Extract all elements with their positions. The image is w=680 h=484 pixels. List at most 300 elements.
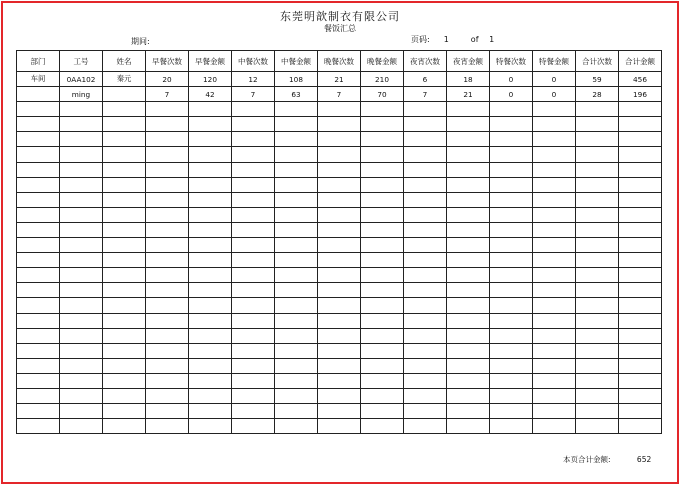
table-cell [619,207,662,222]
table-cell [576,373,619,388]
table-cell [361,358,404,373]
table-cell [275,404,318,419]
table-cell [232,358,275,373]
table-cell [361,162,404,177]
table-row [17,373,662,388]
table-cell [447,222,490,237]
table-cell [232,207,275,222]
table-cell [275,328,318,343]
table-cell [60,102,103,117]
table-cell [60,373,103,388]
table-cell [232,177,275,192]
table-cell [60,298,103,313]
table-cell [275,147,318,162]
table-cell [533,238,576,253]
table-cell [275,222,318,237]
table-cell [275,268,318,283]
table-row [17,388,662,403]
table-cell: 456 [619,72,662,87]
table-cell [275,388,318,403]
table-cell [103,222,146,237]
table-row [17,177,662,192]
table-cell [189,192,232,207]
table-cell [404,373,447,388]
table-cell [619,253,662,268]
table-cell [232,222,275,237]
table-cell [490,373,533,388]
table-cell: 7 [318,87,361,102]
table-row [17,147,662,162]
column-header: 夜宵金额 [447,51,490,72]
table-cell [533,404,576,419]
table-cell [619,313,662,328]
table-cell [533,268,576,283]
table-cell [103,404,146,419]
table-cell [619,147,662,162]
table-cell [447,373,490,388]
table-cell [576,268,619,283]
table-cell [361,117,404,132]
table-row [17,313,662,328]
table-cell [404,222,447,237]
column-header: 特餐金额 [533,51,576,72]
table-cell: 21 [447,87,490,102]
table-cell [576,132,619,147]
table-cell [576,117,619,132]
table-cell [318,313,361,328]
table-cell [361,207,404,222]
table-cell [146,253,189,268]
table-cell [490,238,533,253]
table-cell [619,343,662,358]
table-cell [447,343,490,358]
table-cell [17,207,60,222]
table-cell [60,358,103,373]
table-cell [232,298,275,313]
table-cell [146,343,189,358]
table-cell [146,268,189,283]
table-cell [189,373,232,388]
table-cell [576,404,619,419]
table-cell [490,102,533,117]
table-cell [60,192,103,207]
table-cell [447,358,490,373]
table-cell [533,373,576,388]
table-cell [576,147,619,162]
table-cell [189,419,232,434]
table-cell [447,132,490,147]
table-cell [146,238,189,253]
table-cell [318,192,361,207]
table-cell [189,328,232,343]
table-cell [490,419,533,434]
table-cell [404,162,447,177]
table-cell [232,192,275,207]
table-cell [490,192,533,207]
table-cell [189,358,232,373]
table-cell [17,283,60,298]
table-cell [490,253,533,268]
table-cell [490,343,533,358]
table-cell [103,102,146,117]
table-cell [60,207,103,222]
table-cell [146,358,189,373]
table-cell [361,192,404,207]
table-cell [232,147,275,162]
table-cell: 0 [490,72,533,87]
table-cell [490,162,533,177]
table-cell [189,388,232,403]
table-cell [146,388,189,403]
table-cell [318,298,361,313]
table-row [17,298,662,313]
table-cell [17,419,60,434]
table-cell [404,192,447,207]
table-cell [189,313,232,328]
table-cell [232,313,275,328]
table-cell [103,373,146,388]
table-cell [275,358,318,373]
table-cell: 车间 [17,72,60,87]
table-cell [361,373,404,388]
table-cell [60,343,103,358]
table-cell [318,419,361,434]
table-cell: 0AA102 [60,72,103,87]
table-cell [576,253,619,268]
table-cell [619,177,662,192]
table-cell [189,147,232,162]
table-cell [17,102,60,117]
table-cell [275,253,318,268]
table-cell [361,268,404,283]
table-cell [103,238,146,253]
table-cell [232,253,275,268]
table-row [17,117,662,132]
table-cell [490,358,533,373]
table-cell [318,162,361,177]
table-cell [146,147,189,162]
table-cell [404,253,447,268]
table-cell [275,192,318,207]
table-cell [103,313,146,328]
table-cell [447,268,490,283]
table-cell [576,192,619,207]
table-cell [576,222,619,237]
table-cell [404,238,447,253]
table-cell [447,404,490,419]
table-cell [103,192,146,207]
table-cell [17,358,60,373]
table-cell [189,298,232,313]
table-cell [533,358,576,373]
table-cell [146,298,189,313]
table-cell [361,298,404,313]
table-cell [404,132,447,147]
table-cell [490,313,533,328]
table-cell [17,268,60,283]
table-cell [17,147,60,162]
table-cell [404,177,447,192]
table-cell [60,222,103,237]
table-cell [17,373,60,388]
table-cell [447,102,490,117]
table-cell [318,388,361,403]
table-row [17,283,662,298]
header-row [17,51,662,72]
table-cell [533,117,576,132]
table-cell [361,283,404,298]
page-info [411,36,494,44]
table-cell [189,283,232,298]
column-header: 夜宵次数 [404,51,447,72]
table-cell [361,222,404,237]
table-cell: 20 [146,72,189,87]
table-cell: 108 [275,72,318,87]
page-total-amount [563,456,651,464]
table-cell [404,147,447,162]
table-cell [232,117,275,132]
table-cell [619,117,662,132]
table-row [17,132,662,147]
table-row [17,343,662,358]
table-cell [619,404,662,419]
table-cell [189,102,232,117]
table-cell [318,404,361,419]
table-cell: 59 [576,72,619,87]
table-cell [361,147,404,162]
table-cell [361,343,404,358]
table-cell [17,87,60,102]
table-cell [619,283,662,298]
table-cell [619,268,662,283]
table-cell [103,162,146,177]
page-current: 1 [443,35,449,44]
table-cell [318,283,361,298]
page-label: 页码: [411,35,430,44]
table-cell [490,222,533,237]
table-cell [576,298,619,313]
table-cell [275,102,318,117]
table-cell [490,404,533,419]
table-cell [232,132,275,147]
table-row [17,268,662,283]
table-cell [17,192,60,207]
table-cell [533,147,576,162]
table-cell [275,373,318,388]
table-cell [447,238,490,253]
table-cell [189,238,232,253]
table-cell [318,117,361,132]
table-cell [533,207,576,222]
table-cell [189,222,232,237]
table-cell [60,313,103,328]
table-cell [275,298,318,313]
table-cell [275,238,318,253]
table-cell [490,117,533,132]
table-cell [490,177,533,192]
table-cell [576,283,619,298]
table-cell [447,192,490,207]
table-cell [619,328,662,343]
table-cell [447,207,490,222]
table-cell [232,268,275,283]
table-cell [619,132,662,147]
table-cell [533,253,576,268]
table-cell [17,177,60,192]
table-cell [576,313,619,328]
table-cell [275,313,318,328]
table-cell [103,87,146,102]
table-cell [404,102,447,117]
table-cell [619,419,662,434]
table-cell [533,222,576,237]
table-cell [232,388,275,403]
table-cell: 120 [189,72,232,87]
table-row [17,72,662,87]
table-cell [361,253,404,268]
table-cell [447,117,490,132]
summary-table-wrapper [16,50,662,434]
table-cell [533,298,576,313]
table-cell [533,343,576,358]
table-cell [619,162,662,177]
table-cell [232,102,275,117]
table-cell [103,283,146,298]
table-cell [318,238,361,253]
table-cell [576,207,619,222]
table-cell [146,117,189,132]
table-cell [404,313,447,328]
table-cell [232,373,275,388]
table-cell [103,358,146,373]
table-cell: ming [60,87,103,102]
table-cell [60,404,103,419]
table-cell [60,283,103,298]
table-cell [404,268,447,283]
table-cell [318,207,361,222]
table-cell [404,388,447,403]
table-cell [318,328,361,343]
column-header: 工号 [60,51,103,72]
table-cell [447,328,490,343]
table-cell [361,132,404,147]
table-cell [361,404,404,419]
column-header: 中餐金额 [275,51,318,72]
table-cell [318,268,361,283]
table-cell [490,268,533,283]
table-cell [533,177,576,192]
table-cell: 42 [189,87,232,102]
table-cell [60,253,103,268]
table-cell [361,102,404,117]
table-cell [576,358,619,373]
table-cell [490,328,533,343]
table-cell [189,177,232,192]
table-cell [619,238,662,253]
column-header: 早餐次数 [146,51,189,72]
table-cell [146,222,189,237]
table-cell [318,373,361,388]
page-of: of [470,35,479,44]
table-cell [189,404,232,419]
column-header: 姓名 [103,51,146,72]
table-cell [619,358,662,373]
table-cell [576,162,619,177]
table-cell [60,177,103,192]
table-cell [533,192,576,207]
table-cell [146,313,189,328]
table-cell [17,343,60,358]
column-header: 晚餐次数 [318,51,361,72]
table-cell [146,283,189,298]
table-cell: 28 [576,87,619,102]
table-cell [146,132,189,147]
table-cell [146,207,189,222]
table-cell: 7 [146,87,189,102]
table-cell [404,117,447,132]
table-cell [576,343,619,358]
summary-table [16,50,662,434]
table-cell [232,328,275,343]
table-cell [533,419,576,434]
table-cell [404,298,447,313]
table-cell [619,222,662,237]
column-header: 合计次数 [576,51,619,72]
table-cell [404,343,447,358]
table-cell [103,268,146,283]
table-cell [533,388,576,403]
table-cell [490,388,533,403]
table-cell [103,328,146,343]
table-cell [189,343,232,358]
table-cell [103,419,146,434]
table-row [17,162,662,177]
table-cell [146,404,189,419]
table-cell [275,207,318,222]
table-cell [60,132,103,147]
table-cell [189,162,232,177]
table-cell [490,207,533,222]
table-cell [103,343,146,358]
table-cell [619,388,662,403]
table-cell [275,343,318,358]
table-cell [17,404,60,419]
table-cell [146,177,189,192]
column-header: 合计金额 [619,51,662,72]
table-cell [17,388,60,403]
table-cell [103,388,146,403]
column-header: 晚餐金额 [361,51,404,72]
page-total-label: 本页合计金额: [563,455,611,464]
table-cell [146,373,189,388]
table-row [17,238,662,253]
period-label: 期间: [131,37,150,46]
column-header: 早餐金额 [189,51,232,72]
table-row [17,328,662,343]
table-cell [619,102,662,117]
table-cell [490,132,533,147]
table-cell [189,117,232,132]
table-cell [17,162,60,177]
column-header: 部门 [17,51,60,72]
table-cell [533,132,576,147]
table-cell [447,177,490,192]
table-cell [275,177,318,192]
table-cell [533,328,576,343]
table-cell [619,373,662,388]
table-cell [318,253,361,268]
table-cell [17,132,60,147]
